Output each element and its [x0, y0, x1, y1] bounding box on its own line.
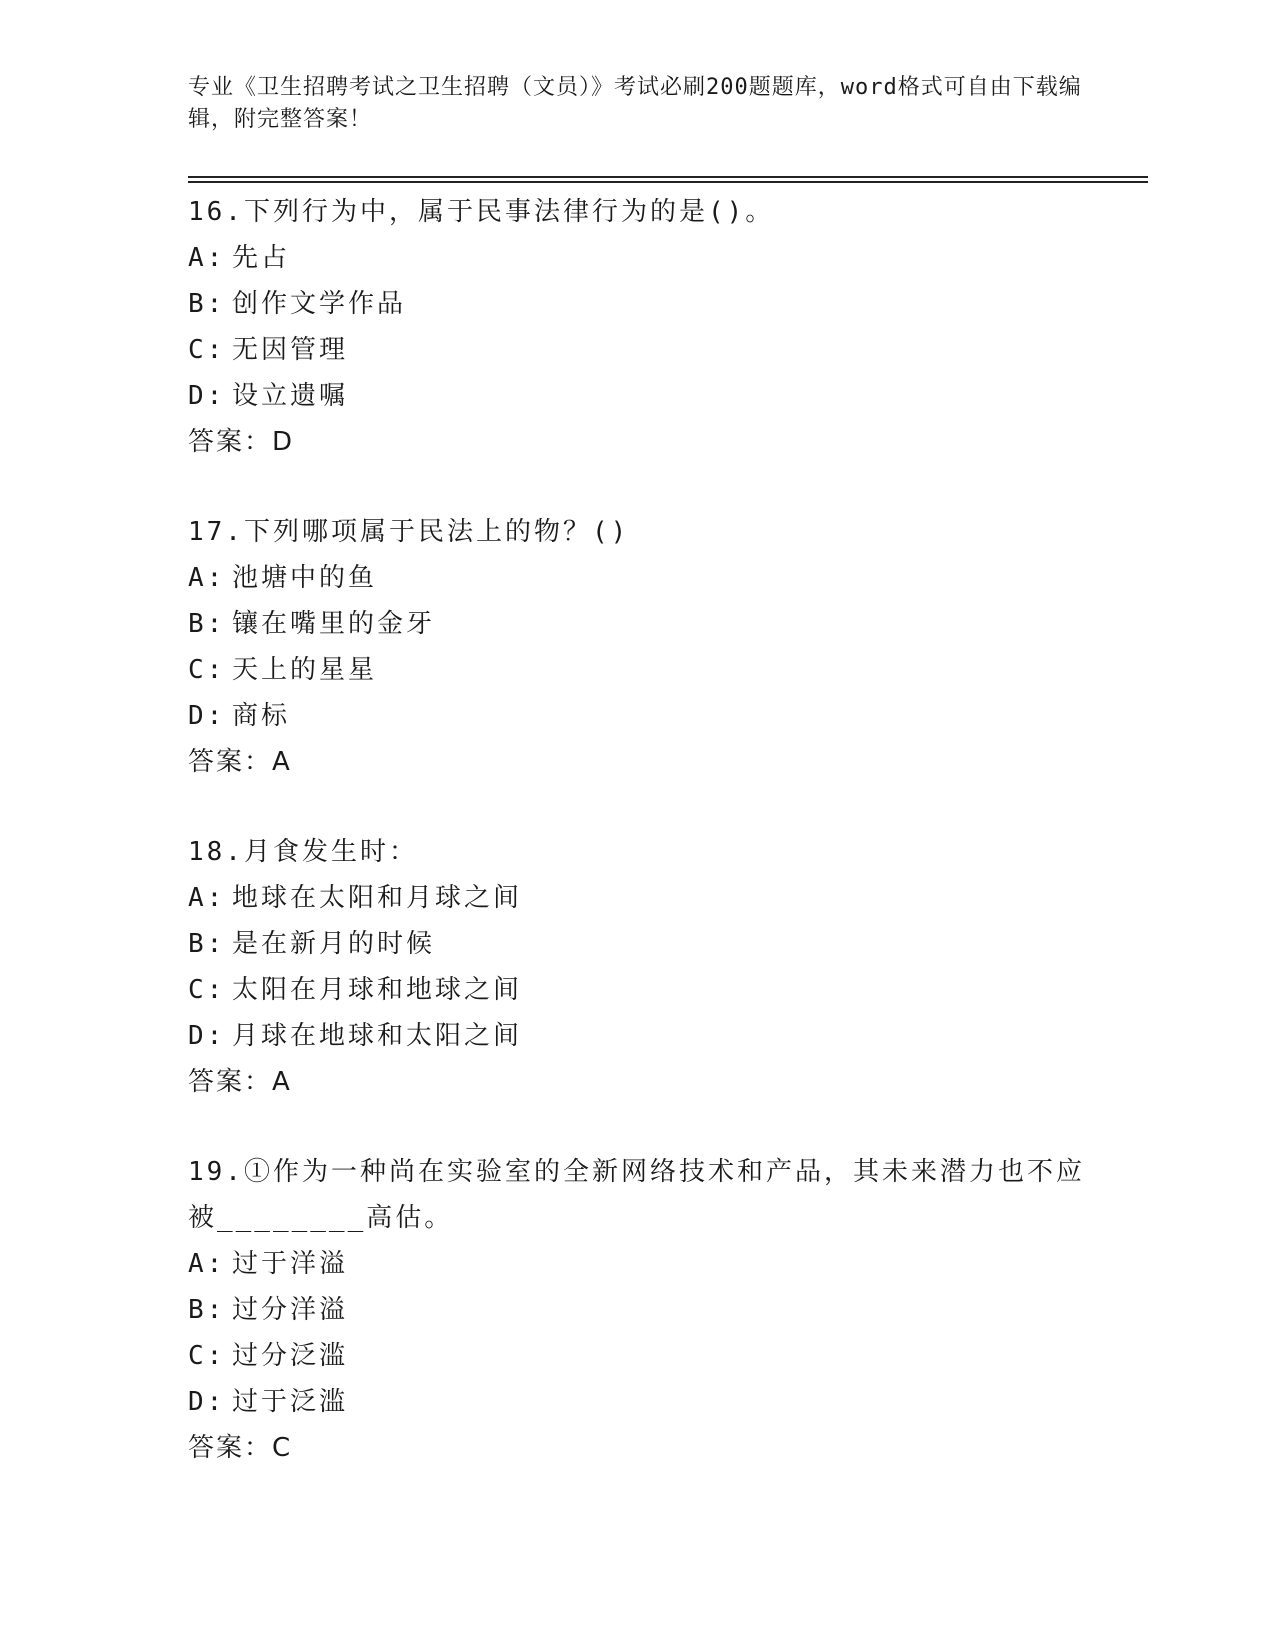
- answer-line: [188, 1425, 1088, 1471]
- question-19: [188, 1149, 1088, 1471]
- answer-line: [188, 419, 1088, 465]
- question-stem: 18.月食发生时：: [188, 837, 418, 867]
- answer-label: 答案：: [188, 427, 273, 457]
- question-16: [188, 189, 1088, 465]
- option-text: 月球在地球和太阳之间: [232, 1021, 523, 1051]
- option-b: [188, 1287, 1088, 1333]
- question-stem: 17.下列哪项属于民法上的物？(): [188, 517, 630, 547]
- answer-value: C: [272, 1433, 293, 1463]
- question-17: [188, 509, 1088, 785]
- option-letter: D:: [188, 1021, 226, 1051]
- option-letter: A:: [188, 883, 226, 913]
- option-a: [188, 1241, 1088, 1287]
- option-letter: B:: [188, 1295, 226, 1325]
- option-text: 过分洋溢: [232, 1295, 349, 1325]
- option-c: [188, 647, 1088, 693]
- option-text: 设立遗嘱: [232, 381, 349, 411]
- answer-label: 答案：: [188, 747, 273, 777]
- option-text: 创作文学作品: [232, 289, 407, 319]
- option-text: 过于洋溢: [232, 1249, 349, 1279]
- option-text: 无因管理: [232, 335, 349, 365]
- option-d: [188, 373, 1088, 419]
- answer-line: [188, 1059, 1088, 1105]
- option-letter: D:: [188, 701, 226, 731]
- option-letter: C:: [188, 655, 226, 685]
- question-stem: 16.下列行为中，属于民事法律行为的是()。: [188, 197, 775, 227]
- option-text: 天上的星星: [232, 655, 378, 685]
- option-a: [188, 555, 1088, 601]
- option-text: 太阳在月球和地球之间: [232, 975, 523, 1005]
- option-c: [188, 967, 1088, 1013]
- option-text: 镶在嘴里的金牙: [232, 609, 436, 639]
- option-letter: C:: [188, 1341, 226, 1371]
- answer-value: A: [272, 1067, 292, 1097]
- header-divider-top: [188, 176, 1148, 178]
- option-d: [188, 1379, 1088, 1425]
- option-letter: A:: [188, 243, 226, 273]
- answer-value: D: [272, 427, 295, 457]
- option-c: [188, 327, 1088, 373]
- option-letter: D:: [188, 381, 226, 411]
- option-c: [188, 1333, 1088, 1379]
- option-text: 商标: [232, 701, 291, 731]
- option-b: [188, 921, 1088, 967]
- option-text: 先占: [232, 243, 291, 273]
- option-b: [188, 601, 1088, 647]
- option-a: [188, 235, 1088, 281]
- option-text: 过于泛滥: [232, 1387, 349, 1417]
- option-letter: B:: [188, 609, 226, 639]
- option-letter: B:: [188, 289, 226, 319]
- question-stem: 19.①作为一种尚在实验室的全新网络技术和产品，其未来潜力也不应被________高估。: [188, 1157, 1085, 1233]
- option-d: [188, 1013, 1088, 1059]
- option-letter: B:: [188, 929, 226, 959]
- option-text: 过分泛滥: [232, 1341, 349, 1371]
- answer-value: A: [272, 747, 292, 777]
- option-letter: A:: [188, 563, 226, 593]
- document-header: 专业《卫生招聘考试之卫生招聘（文员）》考试必刷200题题库，word格式可自由下载编辑，附完整答案！: [188, 75, 1082, 132]
- question-18: [188, 829, 1088, 1105]
- option-a: [188, 875, 1088, 921]
- option-text: 池塘中的鱼: [232, 563, 378, 593]
- option-letter: A:: [188, 1249, 226, 1279]
- option-d: [188, 693, 1088, 739]
- option-letter: C:: [188, 975, 226, 1005]
- option-b: [188, 281, 1088, 327]
- answer-label: 答案：: [188, 1433, 273, 1463]
- option-text: 地球在太阳和月球之间: [232, 883, 523, 913]
- answer-label: 答案：: [188, 1067, 273, 1097]
- option-letter: D:: [188, 1387, 226, 1417]
- answer-line: [188, 739, 1088, 785]
- header-divider-bottom: [188, 181, 1148, 183]
- option-letter: C:: [188, 335, 226, 365]
- option-text: 是在新月的时候: [232, 929, 436, 959]
